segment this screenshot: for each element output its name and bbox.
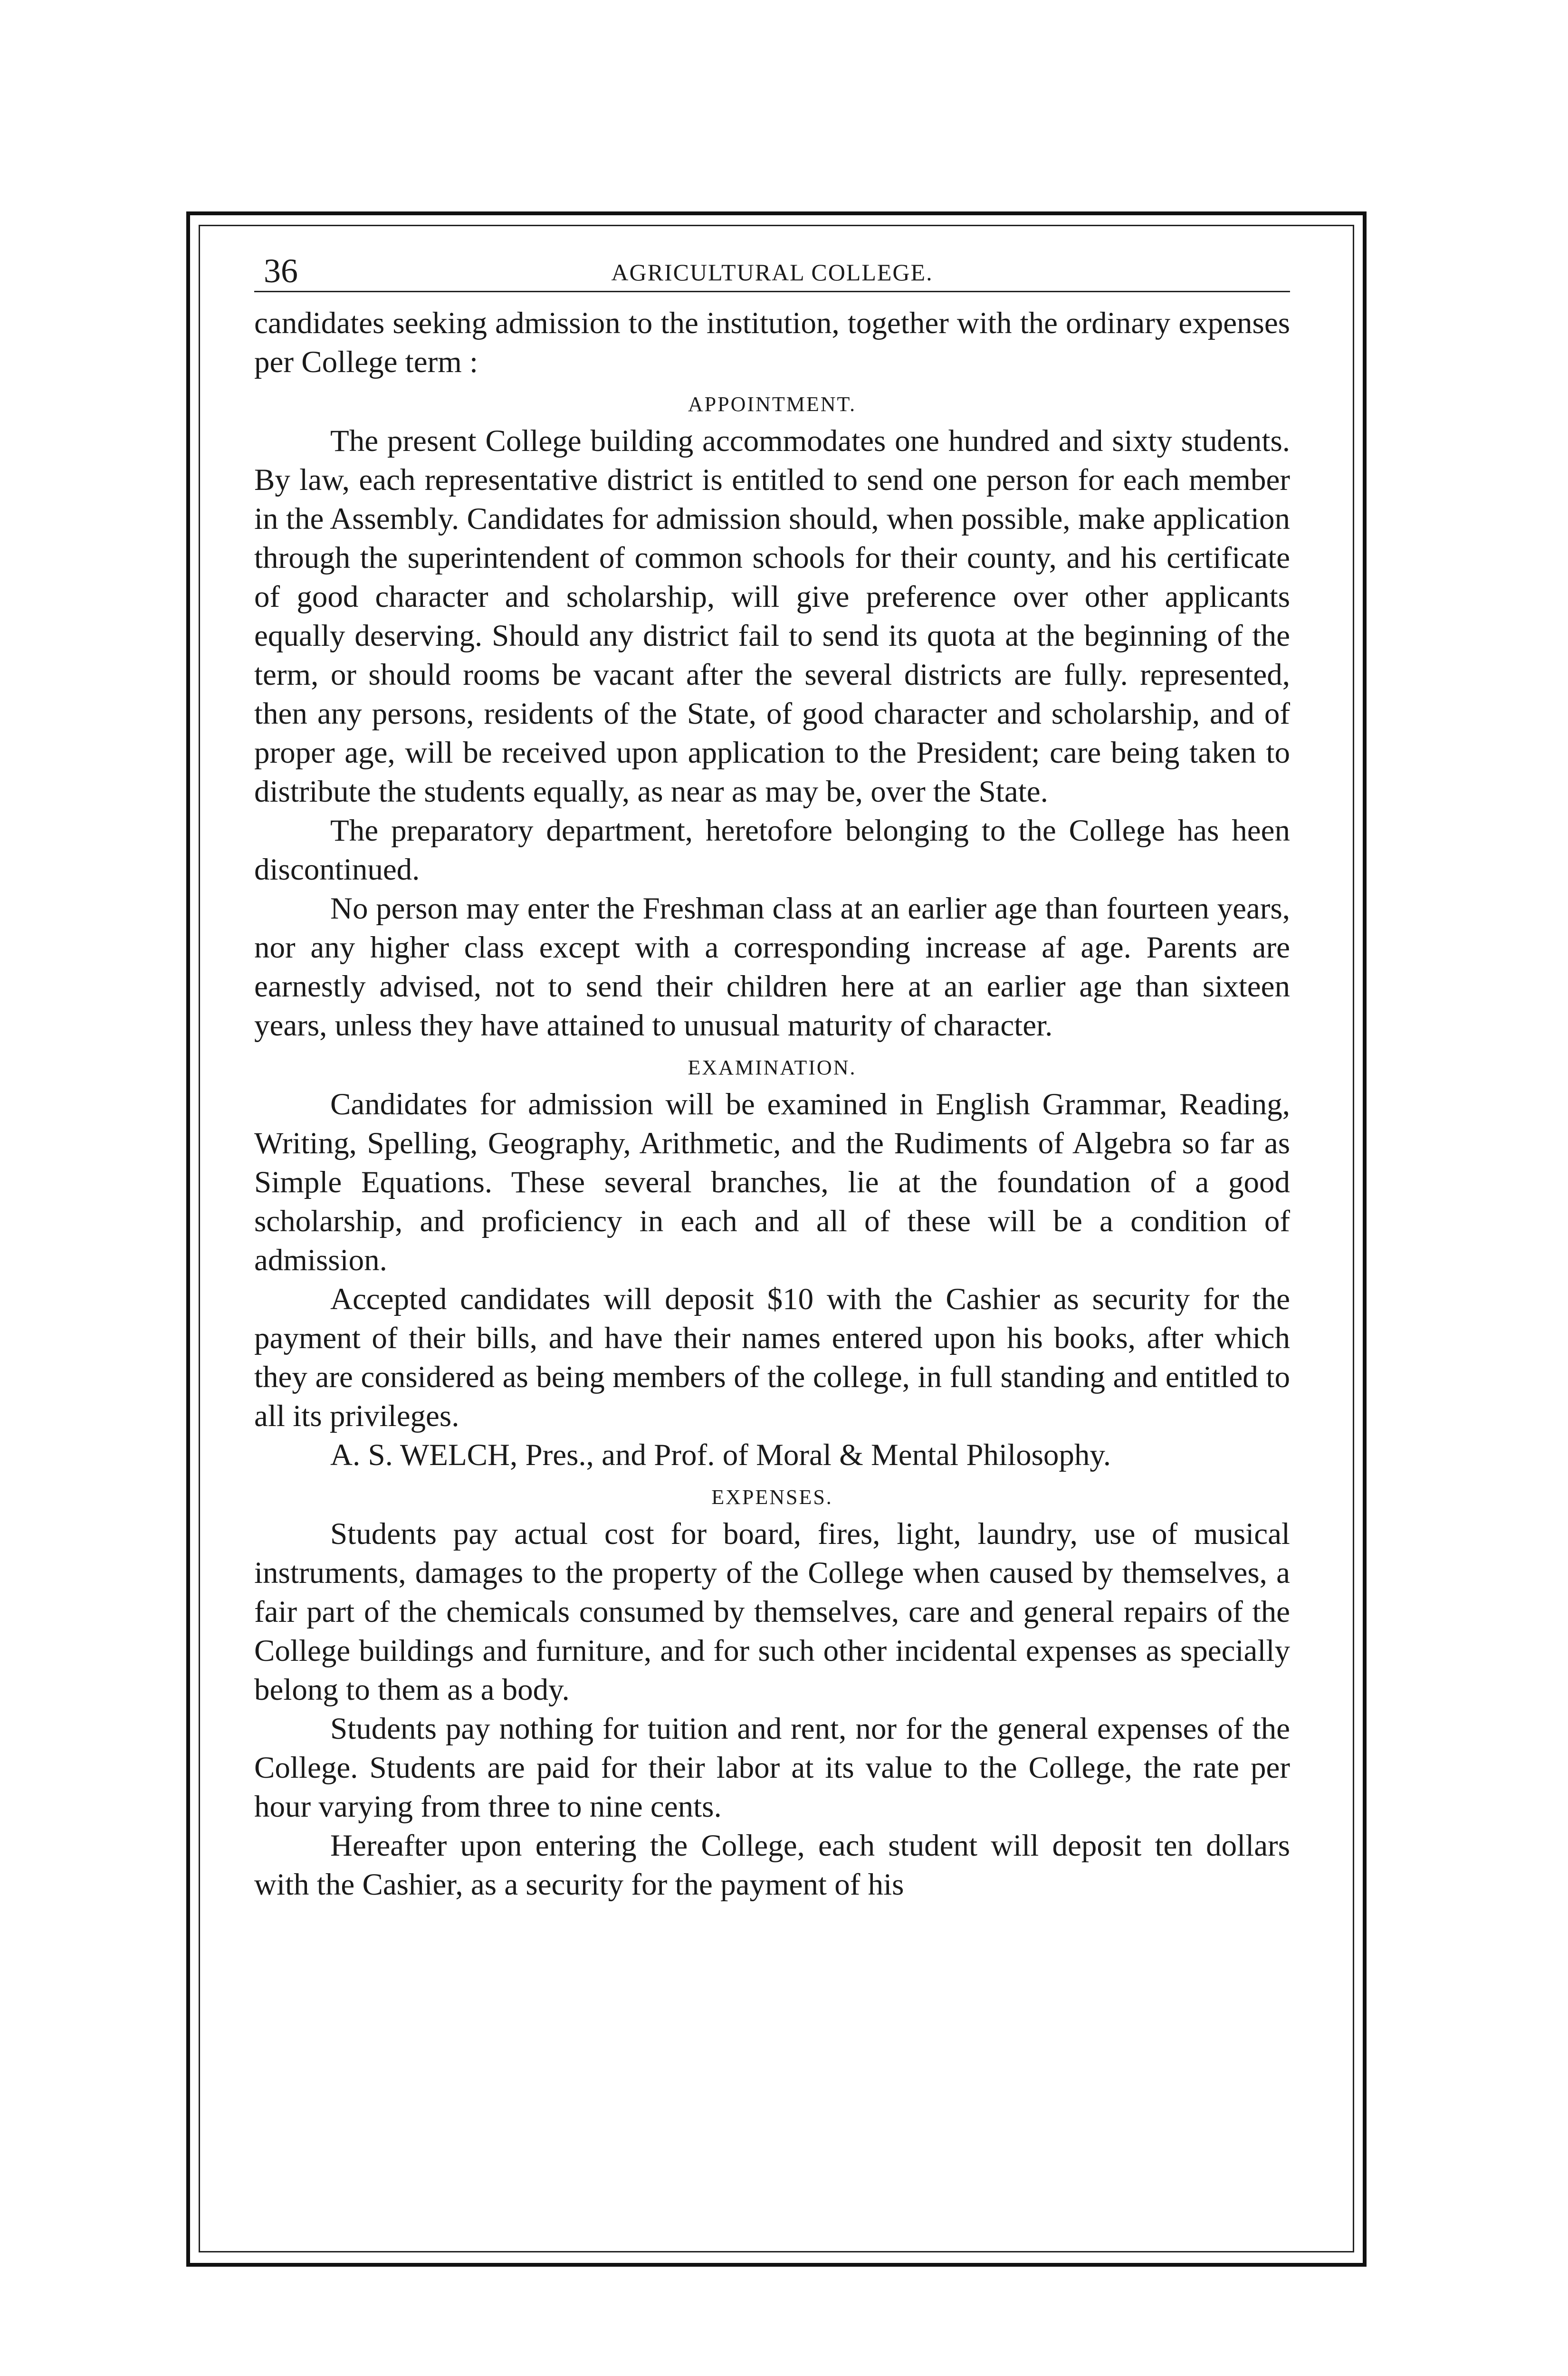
paragraph: Hereafter upon entering the College, each student will deposit ten dollars with the Cashier, as a security for the payment of his [254,1829,1290,1902]
body-text [254,304,1290,1904]
section-heading-expenses: EXPENSES. [711,1485,833,1509]
paragraph: No person may enter the Freshman class at an earlier age than fourteen years, nor any higher class except with a corresponding increase af age. Parents are earnestly advised, not to send their children here at an earlier age than sixteen years, unless they have attained to unusual maturity of character. [254,891,1290,1043]
running-title: AGRICULTURAL COLLEGE. [611,259,933,286]
running-head [254,247,1290,292]
paragraph: Students pay nothing for tuition and rent, nor for the general expenses of the College. Students are paid for their labor at its value to the College, the rate per hour varying from three to nine cents. [254,1712,1290,1824]
intro-paragraph: candidates seeking admission to the institution, together with the ordinary expenses per College term : [254,306,1290,379]
paragraph: The preparatory department, heretofore belonging to the College has heen discontinued. [254,814,1290,887]
section-expenses [254,1483,1290,1904]
page-content [254,247,1290,1904]
paragraph: Candidates for admission will be examined in English Grammar, Reading, Writing, Spelling, Geography, Arithmetic, and the Rudiments of Algebra so far as Simple Equations. These several branches, lie at the foundation of a good scholarship, and proficiency in each and all of these will be a condition of admission. [254,1087,1290,1277]
section-heading-examination: EXAMINATION. [688,1056,857,1079]
paragraph: Accepted candidates will deposit $10 with the Cashier as security for the payment of their bills, and have their names entered upon his books, after which they are considered as being members of the college, in full standing and entitled to all its privileges. [254,1282,1290,1433]
page-number: 36 [264,252,298,290]
section-examination [254,1054,1290,1475]
section-heading-appointment: APPOINTMENT. [688,393,857,416]
paragraph: The present College building accommodates one hundred and sixty students. By law, each representative district is entitled to send one person for each member in the Assembly. Candidates for admission should, when possible, make application through the superintendent of common schools for their county, and his certificate of good character and scholarship, will give preference over other applicants equally deserving. Should any district fail to send its quota at the beginning of the term, or should rooms be vacant after the several districts are fully. represented, then any persons, residents of the State, of good character and scholarship, and of proper age, will be received upon application to the President; care being taken to distribute the students equally, as near as may be, over the State. [254,424,1290,809]
paragraph: Students pay actual cost for board, fires, light, laundry, use of musical instruments, damages to the property of the College when caused by themselves, a fair part of the chemicals consumed by themselves, care and general repairs of the College buildings and furniture, and for such other incidental expenses as specially belong to them as a body. [254,1517,1290,1707]
signature-line: A. S. WELCH, Pres., and Prof. of Moral & Mental Philosophy. [330,1438,1111,1472]
section-appointment [254,390,1290,1045]
